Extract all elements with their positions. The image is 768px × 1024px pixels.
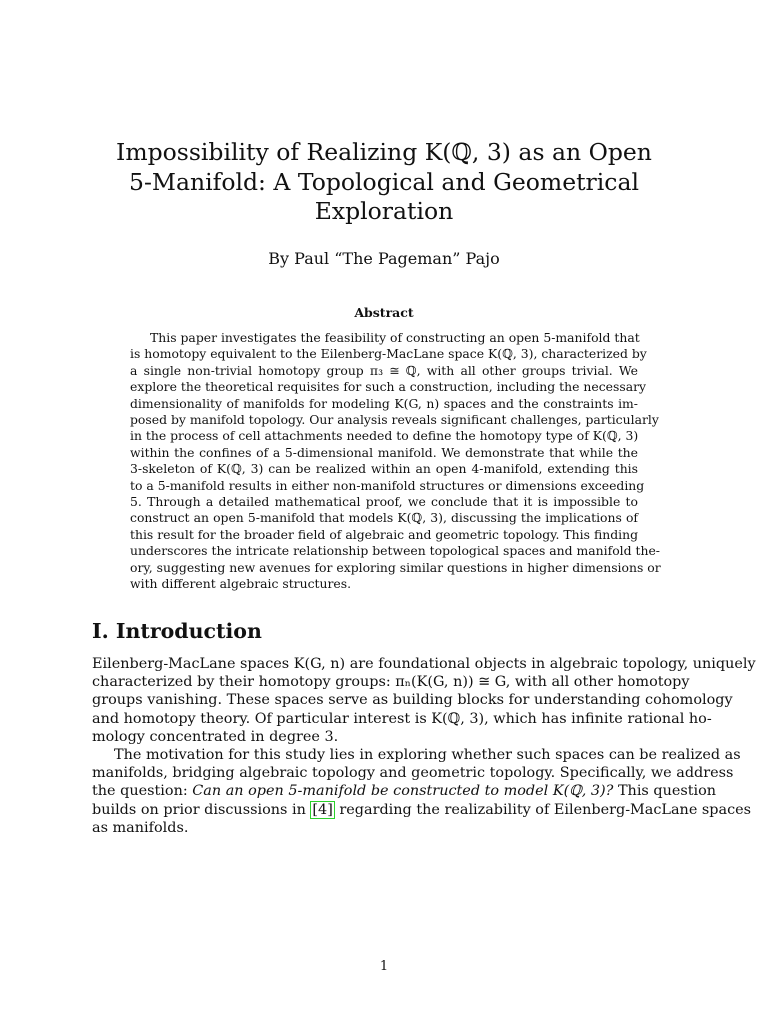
title-line-2: 5-Manifold: A Topological and Geometrical <box>129 167 639 196</box>
intro-line <box>92 782 717 800</box>
abstract-line: with different algebraic structures. <box>130 576 352 592</box>
paper-title <box>0 138 768 227</box>
intro-text: This question <box>613 783 717 800</box>
abstract-line: this result for the broader field of algebraic and geometric topology. This finding <box>130 526 638 542</box>
intro-line: as manifolds. <box>92 819 189 836</box>
intro-text: the question: <box>92 783 193 800</box>
abstract-line: is homotopy equivalent to the Eilenberg-MacLane space K(ℚ, 3), characterized by <box>130 346 647 362</box>
intro-line: characterized by their homotopy groups: πₙ(K(G, n)) ≅ G, with all other homotopy <box>92 674 690 691</box>
introduction-body <box>92 655 756 837</box>
abstract-line: in the process of cell attachments needed to define the homotopy type of K(ℚ, 3) <box>130 428 639 444</box>
intro-line: The motivation for this study lies in exploring whether such spaces can be realized as <box>114 747 741 764</box>
intro-text: regarding the realizability of Eilenberg-MacLane spaces <box>334 801 752 818</box>
abstract-line: to a 5-manifold results in either non-manifold structures or dimensions exceeding <box>130 477 645 493</box>
abstract-line: 5. Through a detailed mathematical proof, we conclude that it is impossible to <box>130 494 638 510</box>
abstract-line: construct an open 5-manifold that models K(ℚ, 3), discussing the implications of <box>130 510 638 526</box>
abstract-body <box>130 330 661 593</box>
intro-line: and homotopy theory. Of particular interest is K(ℚ, 3), which has infinite rational ho- <box>92 710 712 727</box>
title-line-3: Exploration <box>314 197 454 225</box>
abstract-line: posed by manifold topology. Our analysis reveals significant challenges, particularly <box>130 412 659 428</box>
abstract-line: ory, suggesting new avenues for exploring similar questions in higher dimensions or <box>130 559 661 575</box>
abstract-line: underscores the intricate relationship between topological spaces and manifold the- <box>130 543 660 559</box>
intro-line: Eilenberg-MacLane spaces K(G, n) are foundational objects in algebraic topology, uniquely <box>92 656 756 672</box>
intro-line: mology concentrated in degree 3. <box>92 728 339 745</box>
citation-link[interactable]: [4] <box>312 801 333 818</box>
abstract-line: a single non-trivial homotopy group π₃ ≅ ℚ, with all other groups trivial. We <box>130 362 638 378</box>
abstract-heading: Abstract <box>354 305 414 320</box>
abstract-line: 3-skeleton of K(ℚ, 3) can be realized within an open 4-manifold, extending this <box>130 461 638 477</box>
abstract-line: explore the theoretical requisites for such a construction, including the necessary <box>130 379 647 395</box>
intro-line <box>92 801 752 819</box>
page-number: 1 <box>379 959 389 974</box>
author-byline: By Paul “The Pageman” Pajo <box>268 249 500 268</box>
research-question: Can an open 5-manifold be constructed to model K(ℚ, 3)? <box>192 783 614 800</box>
section-heading-introduction: I. Introduction <box>92 619 262 643</box>
title-line-1: Impossibility of Realizing K(ℚ, 3) as an Open <box>116 138 652 166</box>
abstract-line: within the confines of a 5-dimensional manifold. We demonstrate that while the <box>130 444 638 460</box>
abstract-line: dimensionality of manifolds for modeling K(G, n) spaces and the constraints im- <box>130 395 638 411</box>
intro-line: groups vanishing. These spaces serve as building blocks for understanding cohomology <box>92 692 733 709</box>
intro-line: manifolds, bridging algebraic topology and geometric topology. Specifically, we address <box>92 765 734 782</box>
abstract-line: This paper investigates the feasibility of constructing an open 5-manifold that <box>150 330 640 345</box>
intro-text: builds on prior discussions in <box>92 801 311 818</box>
